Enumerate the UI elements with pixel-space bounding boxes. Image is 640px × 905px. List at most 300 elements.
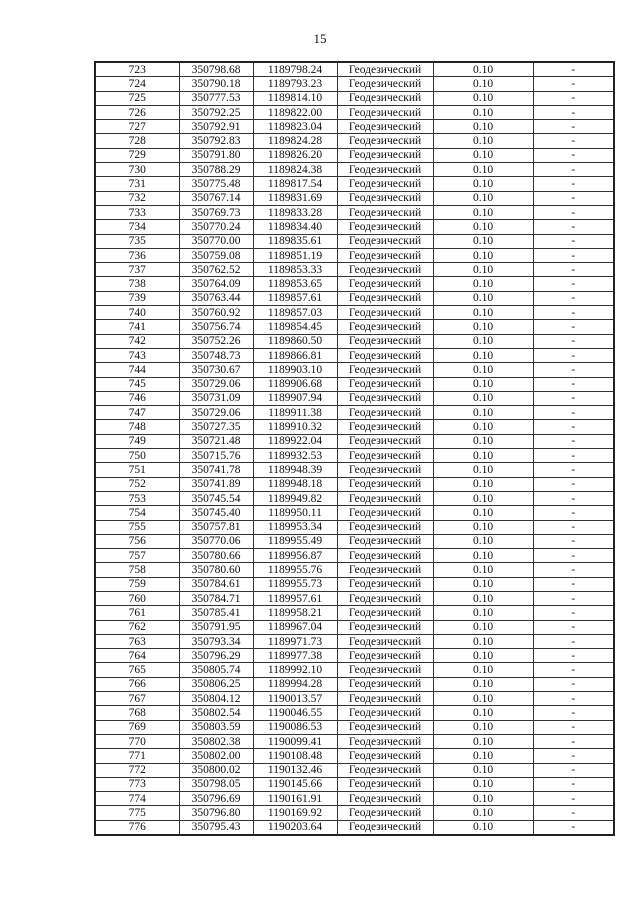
point-number-cell: 731 <box>95 177 179 191</box>
table-row <box>95 134 614 148</box>
y-coordinate-cell: 1189967.04 <box>253 620 337 634</box>
x-coordinate-cell: 350803.59 <box>179 720 253 734</box>
note-cell: - <box>533 563 614 577</box>
x-coordinate-cell: 350798.68 <box>179 62 253 77</box>
accuracy-cell: 0.10 <box>433 449 533 463</box>
point-number-cell: 738 <box>95 277 179 291</box>
point-number-cell: 733 <box>95 205 179 219</box>
y-coordinate-cell: 1189831.69 <box>253 191 337 205</box>
accuracy-cell: 0.10 <box>433 120 533 134</box>
accuracy-cell: 0.10 <box>433 420 533 434</box>
y-coordinate-cell: 1190169.92 <box>253 806 337 820</box>
table-row <box>95 763 614 777</box>
point-number-cell: 770 <box>95 734 179 748</box>
method-cell: Геодезический <box>337 692 433 706</box>
table-row <box>95 91 614 105</box>
accuracy-cell: 0.10 <box>433 477 533 491</box>
method-cell: Геодезический <box>337 763 433 777</box>
table-row <box>95 663 614 677</box>
point-number-cell: 727 <box>95 120 179 134</box>
note-cell: - <box>533 263 614 277</box>
note-cell: - <box>533 77 614 91</box>
method-cell: Геодезический <box>337 62 433 77</box>
table-row <box>95 634 614 648</box>
note-cell: - <box>533 649 614 663</box>
y-coordinate-cell: 1189814.10 <box>253 91 337 105</box>
note-cell: - <box>533 334 614 348</box>
point-number-cell: 757 <box>95 549 179 563</box>
method-cell: Геодезический <box>337 320 433 334</box>
y-coordinate-cell: 1189854.45 <box>253 320 337 334</box>
method-cell: Геодезический <box>337 420 433 434</box>
method-cell: Геодезический <box>337 334 433 348</box>
y-coordinate-cell: 1190132.46 <box>253 763 337 777</box>
x-coordinate-cell: 350756.74 <box>179 320 253 334</box>
y-coordinate-cell: 1190099.41 <box>253 734 337 748</box>
table-row <box>95 463 614 477</box>
table-row <box>95 749 614 763</box>
point-number-cell: 726 <box>95 105 179 119</box>
x-coordinate-cell: 350741.78 <box>179 463 253 477</box>
x-coordinate-cell: 350796.80 <box>179 806 253 820</box>
method-cell: Геодезический <box>337 463 433 477</box>
y-coordinate-cell: 1189955.73 <box>253 577 337 591</box>
note-cell: - <box>533 148 614 162</box>
method-cell: Геодезический <box>337 120 433 134</box>
x-coordinate-cell: 350757.81 <box>179 520 253 534</box>
x-coordinate-cell: 350729.06 <box>179 406 253 420</box>
point-number-cell: 762 <box>95 620 179 634</box>
point-number-cell: 732 <box>95 191 179 205</box>
note-cell: - <box>533 391 614 405</box>
y-coordinate-cell: 1189853.33 <box>253 263 337 277</box>
y-coordinate-cell: 1190108.48 <box>253 749 337 763</box>
point-number-cell: 758 <box>95 563 179 577</box>
table-row <box>95 420 614 434</box>
note-cell: - <box>533 663 614 677</box>
y-coordinate-cell: 1189992.10 <box>253 663 337 677</box>
note-cell: - <box>533 792 614 806</box>
table-row <box>95 520 614 534</box>
method-cell: Геодезический <box>337 534 433 548</box>
point-number-cell: 742 <box>95 334 179 348</box>
point-number-cell: 761 <box>95 606 179 620</box>
point-number-cell: 764 <box>95 649 179 663</box>
point-number-cell: 739 <box>95 291 179 305</box>
x-coordinate-cell: 350795.43 <box>179 820 253 835</box>
table-row <box>95 806 614 820</box>
y-coordinate-cell: 1189950.11 <box>253 506 337 520</box>
accuracy-cell: 0.10 <box>433 463 533 477</box>
table-row <box>95 434 614 448</box>
table-row <box>95 263 614 277</box>
x-coordinate-cell: 350784.61 <box>179 577 253 591</box>
accuracy-cell: 0.10 <box>433 277 533 291</box>
note-cell: - <box>533 406 614 420</box>
y-coordinate-cell: 1190161.91 <box>253 792 337 806</box>
table-row <box>95 391 614 405</box>
note-cell: - <box>533 677 614 691</box>
x-coordinate-cell: 350800.02 <box>179 763 253 777</box>
note-cell: - <box>533 449 614 463</box>
note-cell: - <box>533 62 614 77</box>
x-coordinate-cell: 350777.53 <box>179 91 253 105</box>
accuracy-cell: 0.10 <box>433 820 533 835</box>
accuracy-cell: 0.10 <box>433 406 533 420</box>
table-row <box>95 277 614 291</box>
point-number-cell: 767 <box>95 692 179 706</box>
x-coordinate-cell: 350790.18 <box>179 77 253 91</box>
point-number-cell: 751 <box>95 463 179 477</box>
method-cell: Геодезический <box>337 820 433 835</box>
x-coordinate-cell: 350721.48 <box>179 434 253 448</box>
y-coordinate-cell: 1189817.54 <box>253 177 337 191</box>
method-cell: Геодезический <box>337 134 433 148</box>
note-cell: - <box>533 463 614 477</box>
accuracy-cell: 0.10 <box>433 134 533 148</box>
accuracy-cell: 0.10 <box>433 777 533 791</box>
accuracy-cell: 0.10 <box>433 663 533 677</box>
method-cell: Геодезический <box>337 649 433 663</box>
accuracy-cell: 0.10 <box>433 620 533 634</box>
accuracy-cell: 0.10 <box>433 234 533 248</box>
point-number-cell: 741 <box>95 320 179 334</box>
y-coordinate-cell: 1189911.38 <box>253 406 337 420</box>
table-row <box>95 177 614 191</box>
coordinates-table-body <box>95 62 614 835</box>
method-cell: Геодезический <box>337 291 433 305</box>
method-cell: Геодезический <box>337 105 433 119</box>
point-number-cell: 728 <box>95 134 179 148</box>
table-row <box>95 563 614 577</box>
note-cell: - <box>533 91 614 105</box>
note-cell: - <box>533 134 614 148</box>
point-number-cell: 736 <box>95 248 179 262</box>
x-coordinate-cell: 350802.38 <box>179 734 253 748</box>
note-cell: - <box>533 706 614 720</box>
note-cell: - <box>533 549 614 563</box>
table-row <box>95 205 614 219</box>
x-coordinate-cell: 350770.06 <box>179 534 253 548</box>
note-cell: - <box>533 348 614 362</box>
x-coordinate-cell: 350775.48 <box>179 177 253 191</box>
y-coordinate-cell: 1189907.94 <box>253 391 337 405</box>
y-coordinate-cell: 1189851.19 <box>253 248 337 262</box>
x-coordinate-cell: 350796.69 <box>179 792 253 806</box>
point-number-cell: 750 <box>95 449 179 463</box>
point-number-cell: 756 <box>95 534 179 548</box>
x-coordinate-cell: 350763.44 <box>179 291 253 305</box>
note-cell: - <box>533 363 614 377</box>
table-row <box>95 406 614 420</box>
accuracy-cell: 0.10 <box>433 634 533 648</box>
y-coordinate-cell: 1190145.66 <box>253 777 337 791</box>
note-cell: - <box>533 520 614 534</box>
y-coordinate-cell: 1189910.32 <box>253 420 337 434</box>
method-cell: Геодезический <box>337 792 433 806</box>
point-number-cell: 772 <box>95 763 179 777</box>
point-number-cell: 755 <box>95 520 179 534</box>
note-cell: - <box>533 320 614 334</box>
note-cell: - <box>533 105 614 119</box>
table-row <box>95 549 614 563</box>
y-coordinate-cell: 1189949.82 <box>253 491 337 505</box>
table-row <box>95 234 614 248</box>
point-number-cell: 740 <box>95 306 179 320</box>
x-coordinate-cell: 350752.26 <box>179 334 253 348</box>
accuracy-cell: 0.10 <box>433 77 533 91</box>
method-cell: Геодезический <box>337 406 433 420</box>
x-coordinate-cell: 350802.54 <box>179 706 253 720</box>
method-cell: Геодезический <box>337 363 433 377</box>
table-row <box>95 320 614 334</box>
y-coordinate-cell: 1189955.49 <box>253 534 337 548</box>
point-number-cell: 723 <box>95 62 179 77</box>
point-number-cell: 771 <box>95 749 179 763</box>
x-coordinate-cell: 350770.00 <box>179 234 253 248</box>
y-coordinate-cell: 1189956.87 <box>253 549 337 563</box>
y-coordinate-cell: 1189955.76 <box>253 563 337 577</box>
method-cell: Геодезический <box>337 77 433 91</box>
x-coordinate-cell: 350792.91 <box>179 120 253 134</box>
accuracy-cell: 0.10 <box>433 306 533 320</box>
point-number-cell: 735 <box>95 234 179 248</box>
table-row <box>95 220 614 234</box>
method-cell: Геодезический <box>337 348 433 362</box>
note-cell: - <box>533 477 614 491</box>
y-coordinate-cell: 1189932.53 <box>253 449 337 463</box>
x-coordinate-cell: 350769.73 <box>179 205 253 219</box>
method-cell: Геодезический <box>337 391 433 405</box>
accuracy-cell: 0.10 <box>433 749 533 763</box>
table-row <box>95 334 614 348</box>
point-number-cell: 734 <box>95 220 179 234</box>
point-number-cell: 730 <box>95 163 179 177</box>
x-coordinate-cell: 350770.24 <box>179 220 253 234</box>
point-number-cell: 753 <box>95 491 179 505</box>
method-cell: Геодезический <box>337 205 433 219</box>
method-cell: Геодезический <box>337 620 433 634</box>
note-cell: - <box>533 420 614 434</box>
note-cell: - <box>533 377 614 391</box>
note-cell: - <box>533 205 614 219</box>
point-number-cell: 768 <box>95 706 179 720</box>
method-cell: Геодезический <box>337 777 433 791</box>
x-coordinate-cell: 350806.25 <box>179 677 253 691</box>
y-coordinate-cell: 1189958.21 <box>253 606 337 620</box>
accuracy-cell: 0.10 <box>433 549 533 563</box>
accuracy-cell: 0.10 <box>433 105 533 119</box>
point-number-cell: 759 <box>95 577 179 591</box>
coordinates-table <box>94 61 615 836</box>
x-coordinate-cell: 350767.14 <box>179 191 253 205</box>
table-row <box>95 348 614 362</box>
point-number-cell: 724 <box>95 77 179 91</box>
y-coordinate-cell: 1189824.28 <box>253 134 337 148</box>
table-row <box>95 148 614 162</box>
y-coordinate-cell: 1189994.28 <box>253 677 337 691</box>
x-coordinate-cell: 350792.25 <box>179 105 253 119</box>
note-cell: - <box>533 306 614 320</box>
accuracy-cell: 0.10 <box>433 377 533 391</box>
y-coordinate-cell: 1190086.53 <box>253 720 337 734</box>
method-cell: Геодезический <box>337 734 433 748</box>
method-cell: Геодезический <box>337 663 433 677</box>
y-coordinate-cell: 1189957.61 <box>253 591 337 605</box>
note-cell: - <box>533 234 614 248</box>
note-cell: - <box>533 177 614 191</box>
table-row <box>95 692 614 706</box>
table-row <box>95 491 614 505</box>
x-coordinate-cell: 350802.00 <box>179 749 253 763</box>
note-cell: - <box>533 820 614 835</box>
x-coordinate-cell: 350804.12 <box>179 692 253 706</box>
accuracy-cell: 0.10 <box>433 563 533 577</box>
accuracy-cell: 0.10 <box>433 491 533 505</box>
table-row <box>95 506 614 520</box>
y-coordinate-cell: 1189826.20 <box>253 148 337 162</box>
page-number: 15 <box>313 31 327 46</box>
note-cell: - <box>533 806 614 820</box>
note-cell: - <box>533 120 614 134</box>
point-number-cell: 744 <box>95 363 179 377</box>
point-number-cell: 774 <box>95 792 179 806</box>
note-cell: - <box>533 434 614 448</box>
y-coordinate-cell: 1189948.39 <box>253 463 337 477</box>
x-coordinate-cell: 350791.95 <box>179 620 253 634</box>
method-cell: Геодезический <box>337 177 433 191</box>
method-cell: Геодезический <box>337 434 433 448</box>
method-cell: Геодезический <box>337 277 433 291</box>
method-cell: Геодезический <box>337 377 433 391</box>
table-row <box>95 820 614 835</box>
note-cell: - <box>533 191 614 205</box>
x-coordinate-cell: 350764.09 <box>179 277 253 291</box>
x-coordinate-cell: 350788.29 <box>179 163 253 177</box>
accuracy-cell: 0.10 <box>433 606 533 620</box>
y-coordinate-cell: 1189953.34 <box>253 520 337 534</box>
accuracy-cell: 0.10 <box>433 148 533 162</box>
accuracy-cell: 0.10 <box>433 391 533 405</box>
accuracy-cell: 0.10 <box>433 220 533 234</box>
note-cell: - <box>533 620 614 634</box>
point-number-cell: 745 <box>95 377 179 391</box>
accuracy-cell: 0.10 <box>433 263 533 277</box>
x-coordinate-cell: 350727.35 <box>179 420 253 434</box>
note-cell: - <box>533 577 614 591</box>
method-cell: Геодезический <box>337 163 433 177</box>
method-cell: Геодезический <box>337 634 433 648</box>
y-coordinate-cell: 1189822.00 <box>253 105 337 119</box>
note-cell: - <box>533 506 614 520</box>
method-cell: Геодезический <box>337 477 433 491</box>
x-coordinate-cell: 350785.41 <box>179 606 253 620</box>
method-cell: Геодезический <box>337 806 433 820</box>
table-row <box>95 577 614 591</box>
y-coordinate-cell: 1189906.68 <box>253 377 337 391</box>
accuracy-cell: 0.10 <box>433 720 533 734</box>
y-coordinate-cell: 1189823.04 <box>253 120 337 134</box>
accuracy-cell: 0.10 <box>433 177 533 191</box>
note-cell: - <box>533 734 614 748</box>
method-cell: Геодезический <box>337 720 433 734</box>
method-cell: Геодезический <box>337 491 433 505</box>
table-row <box>95 306 614 320</box>
point-number-cell: 773 <box>95 777 179 791</box>
x-coordinate-cell: 350780.66 <box>179 549 253 563</box>
method-cell: Геодезический <box>337 220 433 234</box>
accuracy-cell: 0.10 <box>433 434 533 448</box>
table-row <box>95 248 614 262</box>
accuracy-cell: 0.10 <box>433 692 533 706</box>
method-cell: Геодезический <box>337 749 433 763</box>
x-coordinate-cell: 350784.71 <box>179 591 253 605</box>
y-coordinate-cell: 1190046.55 <box>253 706 337 720</box>
point-number-cell: 737 <box>95 263 179 277</box>
y-coordinate-cell: 1189834.40 <box>253 220 337 234</box>
x-coordinate-cell: 350745.54 <box>179 491 253 505</box>
point-number-cell: 769 <box>95 720 179 734</box>
point-number-cell: 748 <box>95 420 179 434</box>
x-coordinate-cell: 350731.09 <box>179 391 253 405</box>
x-coordinate-cell: 350793.34 <box>179 634 253 648</box>
point-number-cell: 765 <box>95 663 179 677</box>
table-row <box>95 77 614 91</box>
y-coordinate-cell: 1189824.38 <box>253 163 337 177</box>
point-number-cell: 729 <box>95 148 179 162</box>
y-coordinate-cell: 1189798.24 <box>253 62 337 77</box>
x-coordinate-cell: 350730.67 <box>179 363 253 377</box>
accuracy-cell: 0.10 <box>433 363 533 377</box>
table-row <box>95 792 614 806</box>
method-cell: Геодезический <box>337 306 433 320</box>
table-row <box>95 649 614 663</box>
y-coordinate-cell: 1189793.23 <box>253 77 337 91</box>
y-coordinate-cell: 1189971.73 <box>253 634 337 648</box>
accuracy-cell: 0.10 <box>433 591 533 605</box>
y-coordinate-cell: 1189833.28 <box>253 205 337 219</box>
method-cell: Геодезический <box>337 234 433 248</box>
method-cell: Геодезический <box>337 591 433 605</box>
note-cell: - <box>533 634 614 648</box>
accuracy-cell: 0.10 <box>433 806 533 820</box>
x-coordinate-cell: 350798.05 <box>179 777 253 791</box>
method-cell: Геодезический <box>337 563 433 577</box>
method-cell: Геодезический <box>337 506 433 520</box>
method-cell: Геодезический <box>337 606 433 620</box>
table-row <box>95 191 614 205</box>
method-cell: Геодезический <box>337 577 433 591</box>
table-row <box>95 534 614 548</box>
accuracy-cell: 0.10 <box>433 734 533 748</box>
note-cell: - <box>533 277 614 291</box>
accuracy-cell: 0.10 <box>433 91 533 105</box>
accuracy-cell: 0.10 <box>433 520 533 534</box>
table-row <box>95 591 614 605</box>
x-coordinate-cell: 350762.52 <box>179 263 253 277</box>
accuracy-cell: 0.10 <box>433 763 533 777</box>
y-coordinate-cell: 1189857.61 <box>253 291 337 305</box>
accuracy-cell: 0.10 <box>433 677 533 691</box>
y-coordinate-cell: 1189857.03 <box>253 306 337 320</box>
method-cell: Геодезический <box>337 148 433 162</box>
table-row <box>95 606 614 620</box>
table-row <box>95 105 614 119</box>
note-cell: - <box>533 291 614 305</box>
point-number-cell: 749 <box>95 434 179 448</box>
y-coordinate-cell: 1189866.81 <box>253 348 337 362</box>
x-coordinate-cell: 350759.08 <box>179 248 253 262</box>
